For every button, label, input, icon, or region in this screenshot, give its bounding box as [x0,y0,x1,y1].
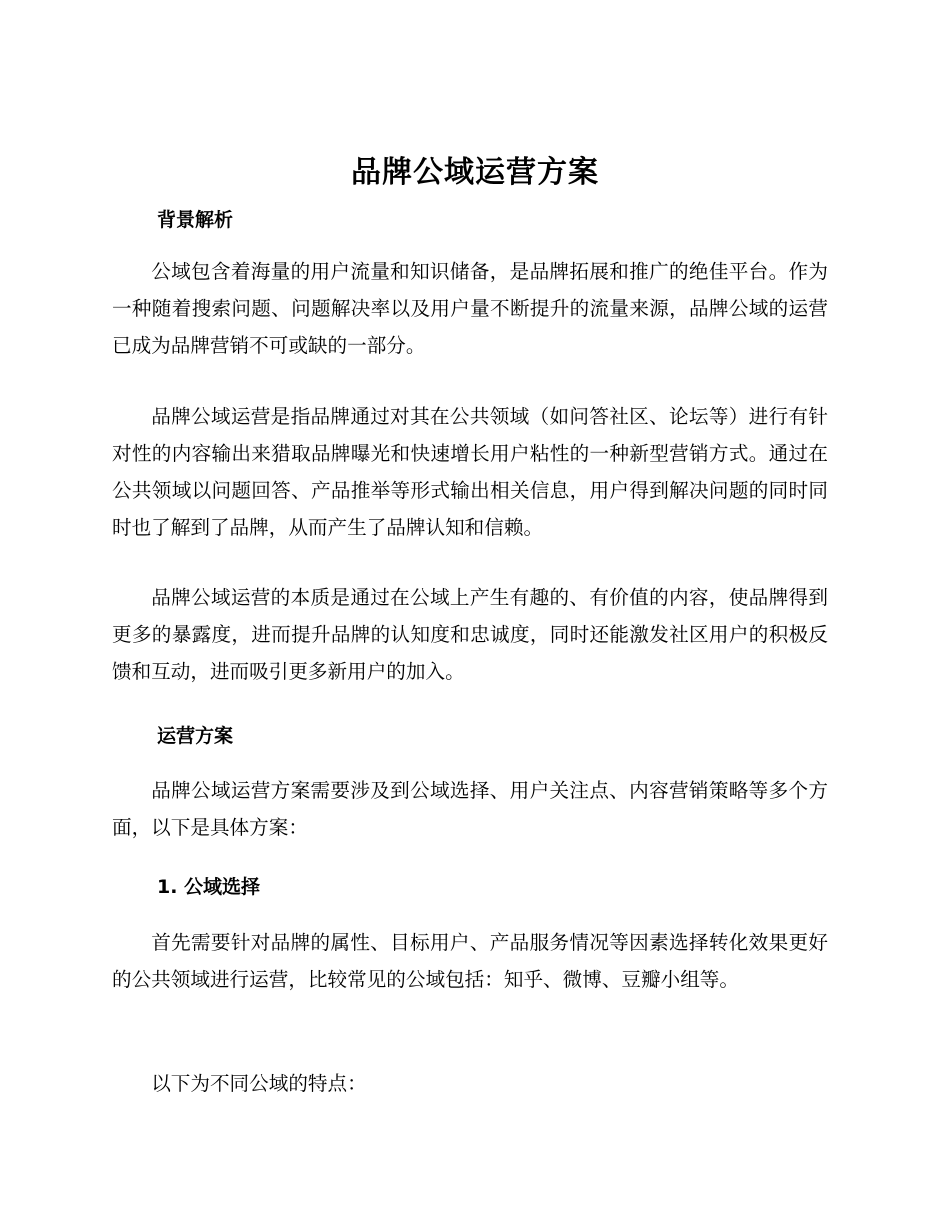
paragraph-domain-selection-2: 以下为不同公域的特点： [151,1072,367,1095]
paragraph-background-3: 品牌公域运营的本质是通过在公域上产生有趣的、有价值的内容，使品牌得到更多的暴露度，进而提升品牌的认知度和忠诚度，同时还能激发社区用户的积极反馈和互动，进而吸引更多新用户的加入。 [112,586,828,683]
document-title: 品牌公域运营方案 [351,155,599,190]
paragraph-domain-selection-1: 首先需要针对品牌的属性、目标用户、产品服务情况等因素选择转化效果更好的公共领域进行运营，比较常见的公域包括：知乎、微博、豆瓣小组等。 [112,931,828,991]
section-heading-plan: 运营方案 [157,725,234,747]
paragraph-plan-1: 品牌公域运营方案需要涉及到公域选择、用户关注点、内容营销策略等多个方面，以下是具体方案： [112,779,828,839]
section-heading-domain-selection: 1. 公域选择 [157,876,261,898]
paragraph-background-1: 公域包含着海量的用户流量和知识储备，是品牌拓展和推广的绝佳平台。作为一种随着搜索问题、问题解决率以及用户量不断提升的流量来源，品牌公域的运营已成为品牌营销不可或缺的一部分。 [112,260,828,357]
section-heading-background: 背景解析 [157,209,234,231]
paragraph-background-2: 品牌公域运营是指品牌通过对其在公共领域（如问答社区、论坛等）进行有针对性的内容输出来猎取品牌曝光和快速增长用户粘性的一种新型营销方式。通过在公共领域以问题回答、产品推举等形式输出相关信息，用户得到解决问题的同时同时也了解到了品牌，从而产生了品牌认知和信赖。 [112,405,828,539]
